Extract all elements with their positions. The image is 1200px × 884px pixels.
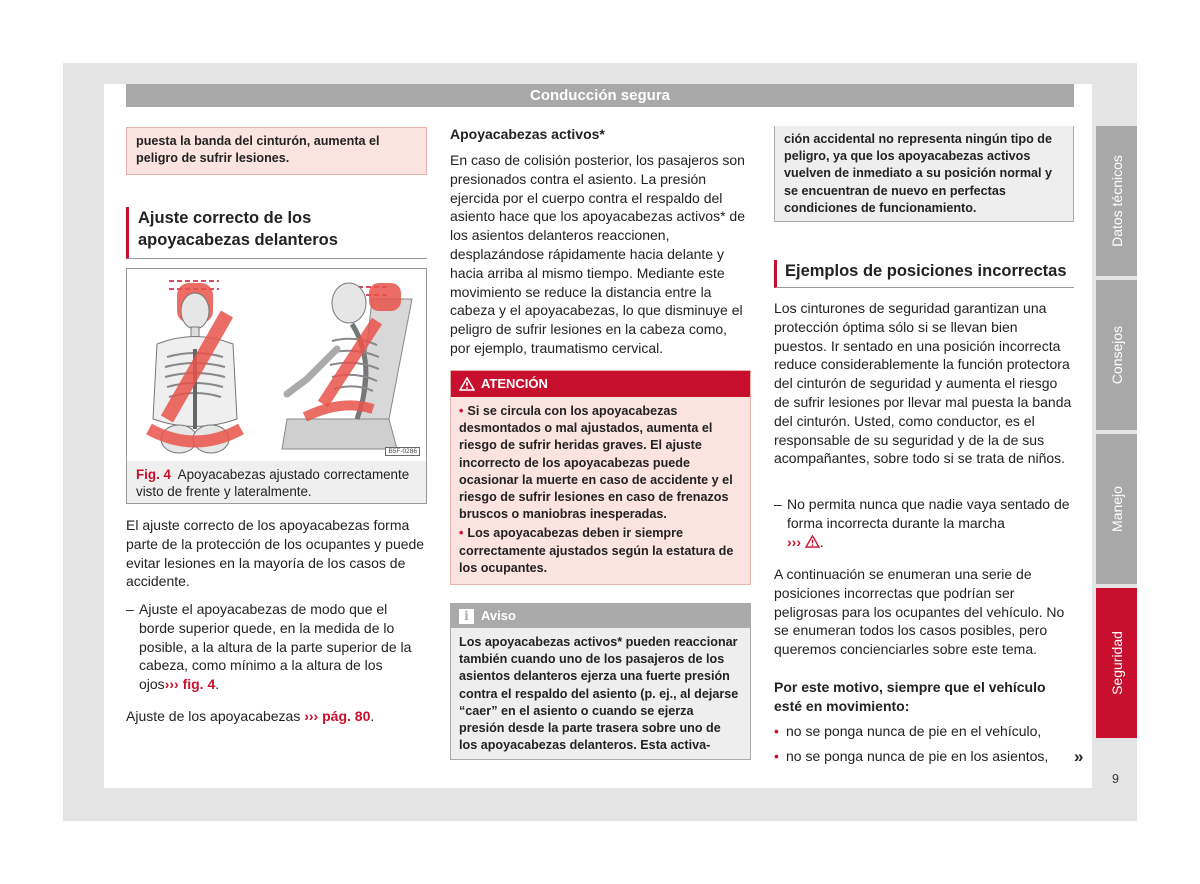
figure-link[interactable]: fig. 4: [182, 676, 216, 693]
warning-item: • Si se circula con los apoyacabezas desmontados o mal ajustados, aumenta el riesgo de sufrir heridas graves. El ajuste incorrecto de los apoyacabezas puede ocasionar la muerte en caso de accidente y el riesgo de sufrir lesiones en caso de frenazos bruscos o maniobras inesperadas.: [459, 404, 733, 522]
reference-arrow: ›››: [787, 533, 801, 550]
warning-box: [450, 370, 751, 585]
section-heading: [126, 207, 427, 259]
warning-body: [451, 397, 750, 585]
page-reference: [126, 707, 426, 726]
reference-end: .: [370, 708, 375, 724]
incorrect-positions-paragraph: A continuación se enumeran una serie de posiciones incorrectas que podrían ser peligrosas para los ocupantes del vehículo. No se enumeran todos los casos posibles, pero queremos concienciarles sobre este tema.: [774, 566, 1065, 658]
tab-label: Consejos: [1108, 325, 1125, 385]
headrest-illustration: [127, 269, 426, 461]
notice-body: Los apoyacabezas activos* pueden reaccionar también cuando uno de los pasajeros de los asientos delanteros ejerza una fuerte presión contra el respaldo del asiento (p. ej., al dejarse “caer” en el asiento o cuando se ejerza presión desde la parte trasera sobre uno de los apoyacabezas delanteros. Esta activa-: [459, 635, 739, 753]
list-item: • no se ponga nunca de pie en el vehículo,: [774, 722, 1074, 741]
instruction-list: [774, 495, 1074, 551]
section-title: Ajuste correcto de los apoyacabezas delanteros: [138, 209, 338, 249]
active-headrest-paragraph: En caso de colisión posterior, los pasajeros son presionados contra el asiento. La presión ejercida por el cuerpo contra el respaldo del asiento hace que los apoyacabezas activos* de los asientos delanteros reaccionen, desplazándose rápidamente hacia delante y hacia arriba al mismo tiempo. Mediante este movimiento se reduce la distancia entre la cabeza y el apoyacabezas, lo que disminuye el peligro de sufrir lesiones en la cabeza como, por ejemplo, traumatismo cervical.: [450, 152, 745, 356]
intro-paragraph: El ajuste correcto de los apoyacabezas forma parte de la protección de los ocupantes y puede evitar lesiones en la mayoría de los casos de accidente.: [126, 517, 425, 590]
warning-title: ATENCIÓN: [481, 376, 548, 391]
figure-code: B5F-0286: [385, 447, 420, 456]
notice-continuation-box: ción accidental no representa ningún tipo de peligro, ya que los apoyacabezas activos vuelven de inmediato a su posición normal y se encuentran de nuevo en perfectas condiciones de funcionamiento.: [774, 126, 1074, 222]
list-item-end: .: [819, 533, 824, 550]
list-item: [774, 495, 1074, 551]
figure-4: [126, 268, 427, 504]
list-item: • no se ponga nunca de pie en los asientos,: [774, 747, 1074, 766]
continued-warning-box: puesta la banda del cinturón, aumenta el peligro de sufrir lesiones.: [126, 127, 427, 175]
list-item-end: .: [215, 676, 220, 693]
warning-item-text: Los apoyacabezas deben ir siempre correctamente ajustados según la estatura de los ocupantes.: [459, 526, 734, 575]
reference-text: Ajuste de los apoyacabezas: [126, 708, 301, 724]
section-title: Ejemplos de posiciones incorrectas: [785, 262, 1067, 280]
notice-title: Aviso: [481, 608, 516, 623]
figure-caption-text: Apoyacabezas ajustado correctamente visto de frente y lateralmente.: [136, 467, 410, 499]
list-item: [126, 600, 426, 694]
emphasis-line: Por este motivo, siempre que el vehículo esté en movimiento:: [774, 679, 1046, 714]
section-heading: [774, 260, 1074, 288]
tab-seguridad[interactable]: [1096, 588, 1137, 738]
warning-header: [451, 371, 750, 397]
page-number: 9: [1112, 772, 1119, 786]
reference-arrow: ›››: [164, 676, 179, 693]
warning-item-text: Si se circula con los apoyacabezas desmontados o mal ajustados, aumenta el riesgo de sufrir heridas graves. El ajuste incorrecto de los apoyacabezas puede ocasionar la muerte en caso de accidente y el riesgo de sufrir lesiones en caso de frenazos bruscos o maniobras inesperadas.: [459, 404, 733, 522]
warning-item: • Los apoyacabezas deben ir siempre correctamente ajustados según la estatura de los ocupantes.: [459, 526, 734, 575]
side-headrest-icon: [369, 283, 401, 311]
tab-datos-tecnicos[interactable]: [1096, 126, 1137, 276]
subsection-heading: Apoyacabezas activos*: [450, 126, 605, 142]
list-item-text: Ajuste el apoyacabezas de modo que el borde superior quede, en la medida de lo posible, a la altura de la parte superior de la cabeza, como mínimo a la altura de los ojos: [139, 601, 412, 693]
tab-label: Datos técnicos: [1108, 155, 1125, 247]
figure-caption: [127, 461, 426, 503]
info-icon: i: [459, 609, 474, 624]
tab-consejos[interactable]: [1096, 280, 1137, 430]
continue-icon: »: [1074, 747, 1084, 766]
reference-arrow: ›››: [304, 708, 319, 724]
warning-triangle-icon: [459, 377, 475, 391]
notice-header: [451, 604, 750, 628]
page-link[interactable]: pág. 80: [322, 708, 371, 724]
tab-manejo[interactable]: [1096, 434, 1137, 584]
instruction-list: [126, 600, 426, 694]
chapter-header: Conducción segura: [126, 84, 1074, 107]
tab-label: Seguridad: [1108, 631, 1125, 695]
bullet-list: [774, 722, 1074, 766]
tab-label: Manejo: [1108, 486, 1125, 532]
warning-triangle-icon[interactable]: [805, 535, 820, 548]
notice-box: [450, 603, 751, 760]
figure-label: Fig. 4: [136, 467, 171, 482]
list-item-text: No permita nunca que nadie vaya sentado de forma incorrecta durante la marcha: [787, 496, 1070, 531]
seatbelt-paragraph: Los cinturones de seguridad garantizan una protección óptima sólo si se llevan bien puestos. Ir sentado en una posición incorrecta reduce considerablemente la función protectora del cinturón de seguridad y aumenta el riesgo de sufrir lesiones por llevar mal puesta la banda del cinturón. Usted, como conductor, es el responsable de su seguridad y de la de sus acompañantes, sobre todo si se trata de niños.: [774, 300, 1072, 467]
